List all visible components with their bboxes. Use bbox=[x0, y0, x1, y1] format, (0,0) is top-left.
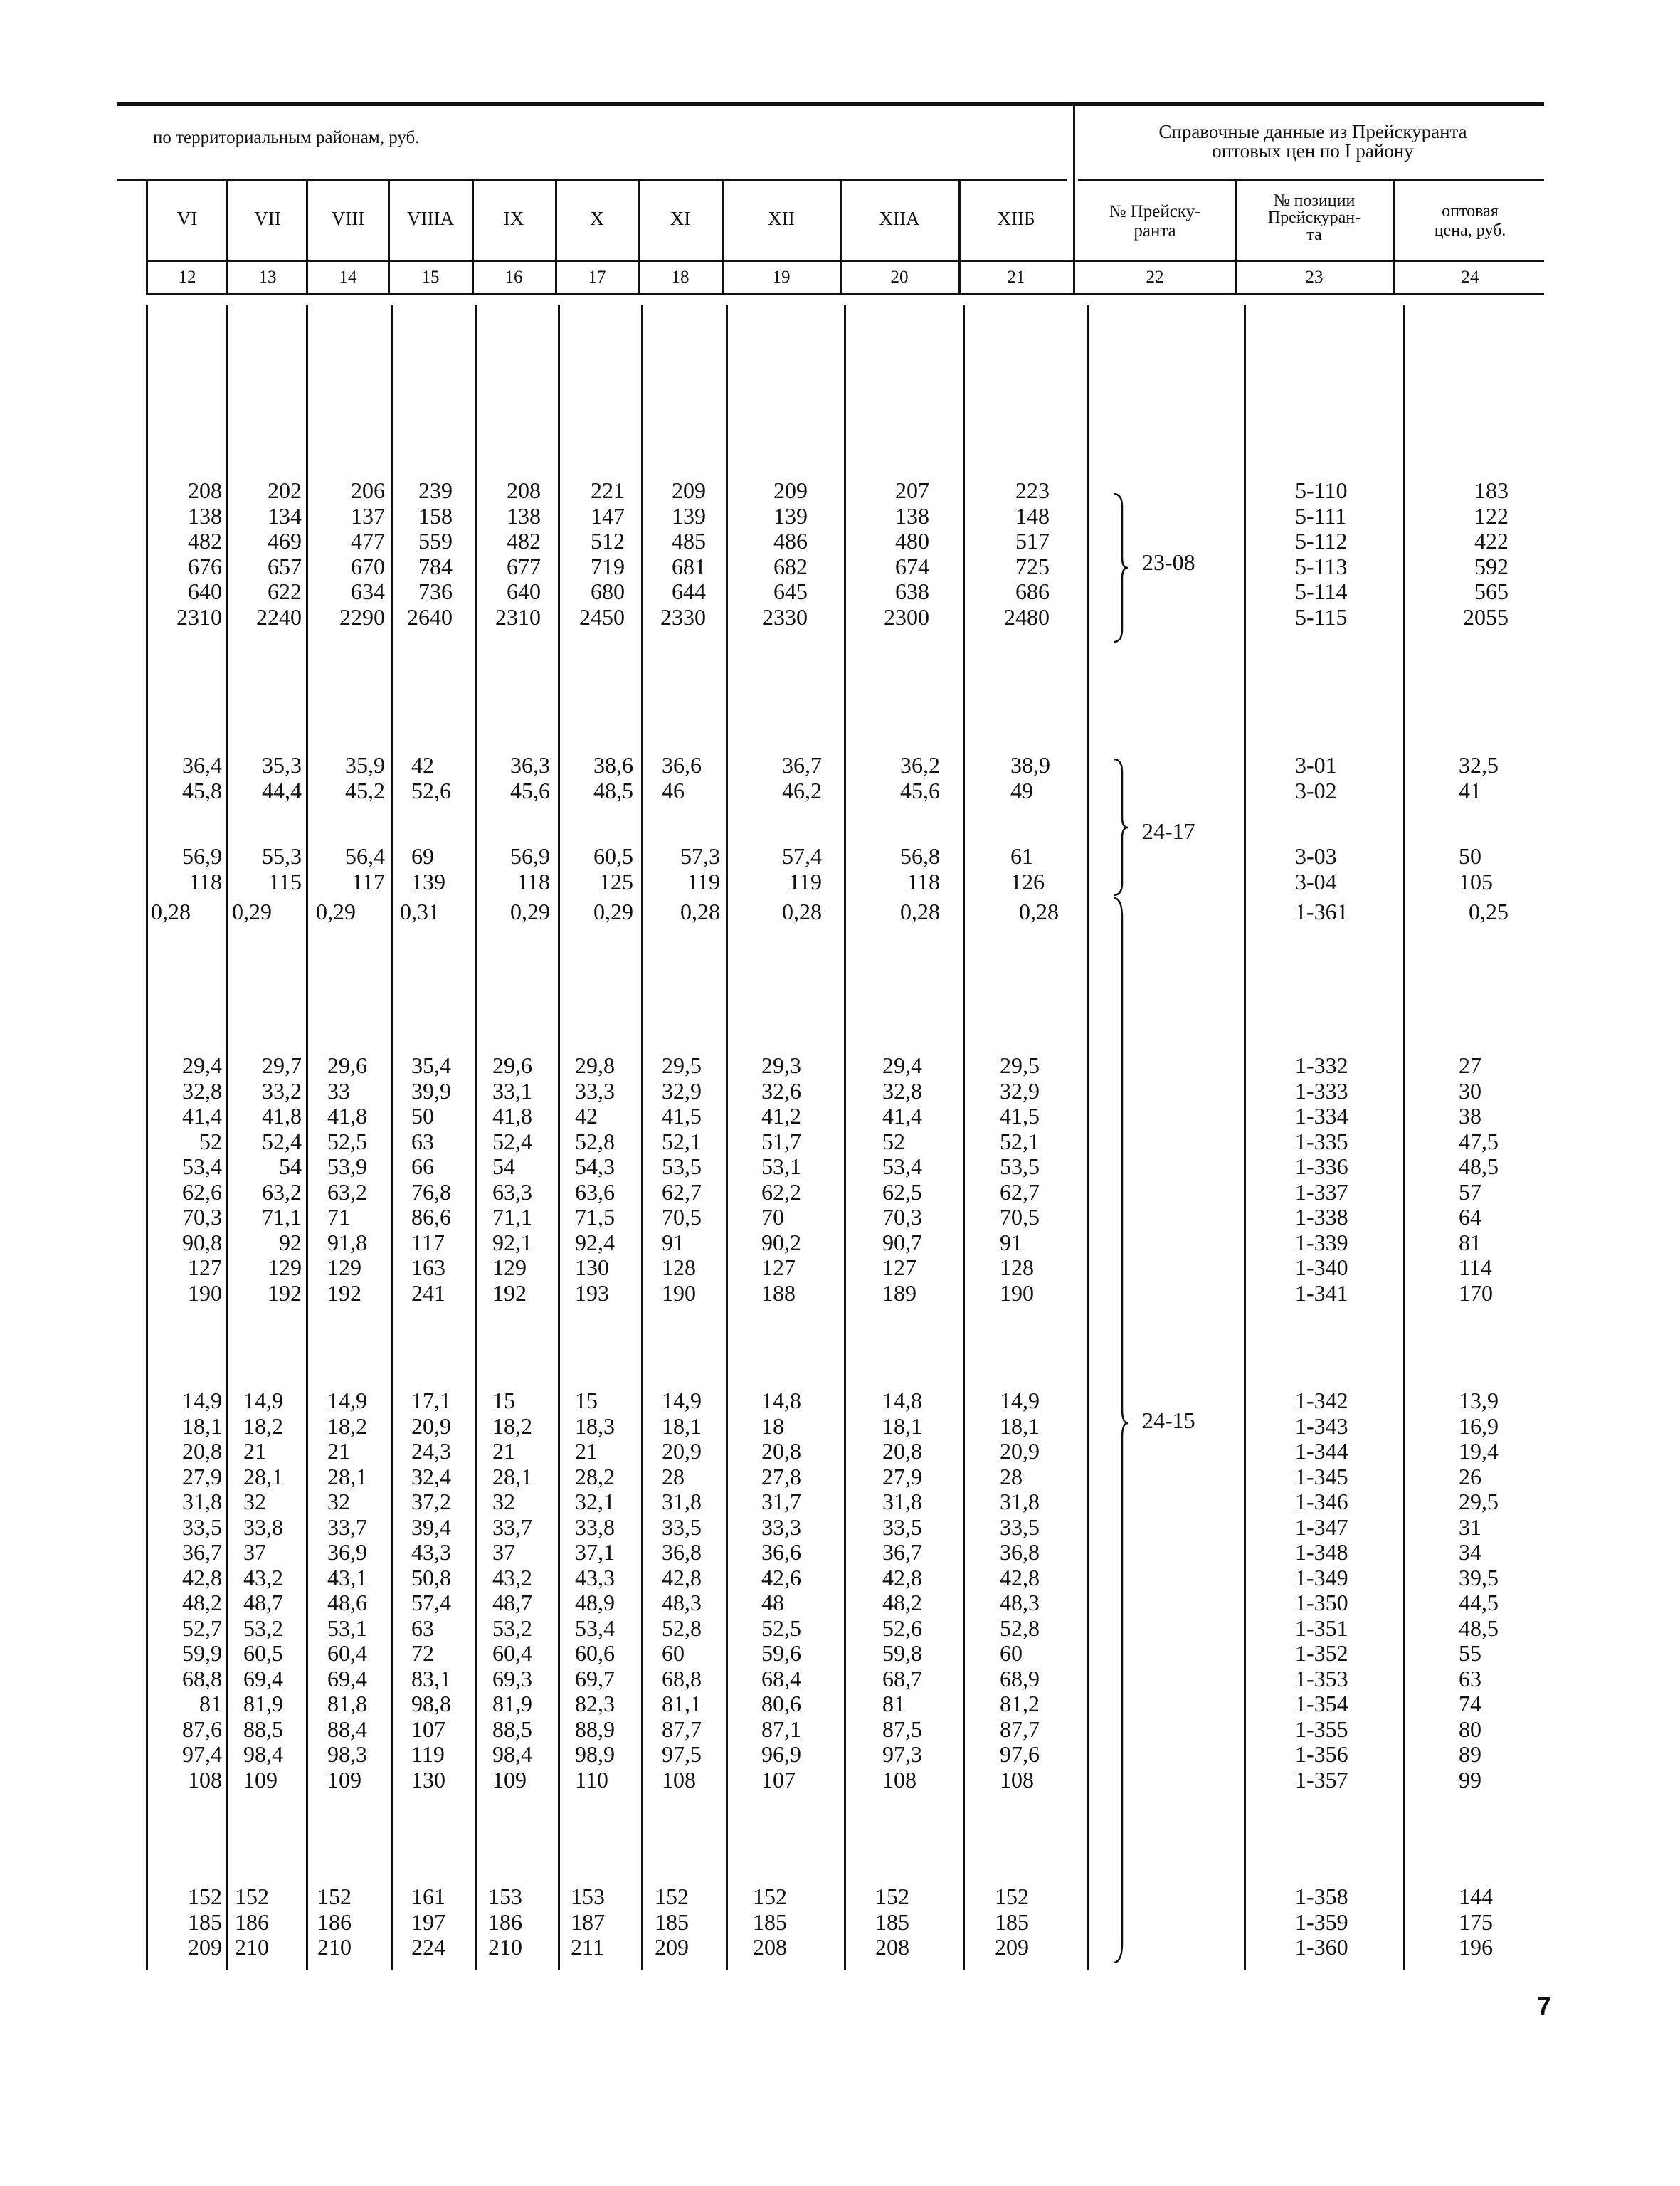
g5-col-VII: 29,7 33,2 41,8 52,4 54 63,2 71,1 92 129 192 bbox=[262, 1052, 302, 1306]
col-number: 21 bbox=[1007, 268, 1025, 287]
g5-positions: 1-332 1-333 1-334 1-335 1-336 1-337 1-338 1-339 1-340 1-341 bbox=[1295, 1052, 1348, 1306]
g2-col-X: 38,6 48,5 bbox=[593, 752, 633, 803]
g5-prices: 27 30 38 47,5 48,5 57 64 81 114 170 bbox=[1459, 1052, 1499, 1306]
g5-col-XIIA: 29,4 32,8 41,4 52 53,4 62,5 70,3 90,7 127 189 bbox=[882, 1052, 922, 1306]
g3-prices: 50 105 bbox=[1459, 843, 1493, 894]
col-number: 17 bbox=[588, 268, 606, 287]
body-vline bbox=[641, 305, 643, 1970]
g1-col-XI: 209 139 485 681 644 2330 bbox=[660, 477, 706, 630]
g7-col-XIIB: 152 185 209 bbox=[995, 1884, 1029, 1960]
g5-col-X: 29,8 33,3 42 52,8 54,3 63,6 71,5 92,4 130 193 bbox=[575, 1052, 615, 1306]
g3-col-XI: 57,3 119 bbox=[680, 843, 720, 894]
col-header-VIIIA: VIIIA bbox=[407, 208, 454, 229]
body-vline bbox=[726, 305, 728, 1970]
g3-col-VIIIA: 69 139 bbox=[411, 843, 445, 894]
g2-col-IX: 36,3 45,6 bbox=[510, 752, 550, 803]
col-header-VI: VI bbox=[176, 208, 198, 229]
g2-prices: 32,5 41 bbox=[1459, 752, 1499, 803]
header-vline bbox=[722, 179, 724, 295]
header-rule bbox=[117, 179, 1067, 181]
g2-col-VIII: 35,9 45,2 bbox=[345, 752, 385, 803]
g1-col-XIIA: 207 138 480 674 638 2300 bbox=[884, 477, 929, 630]
g6-col-XIIB: 14,9 18,1 20,9 28 31,8 33,5 36,8 42,8 48,3 52,8 60 68,9 81,2 87,7 97,6 108 bbox=[1000, 1388, 1040, 1792]
g4-prices: 0,25 bbox=[1469, 899, 1509, 924]
pricelist-24-17: 24-17 bbox=[1142, 818, 1195, 844]
g2-col-XIIA: 36,2 45,6 bbox=[900, 752, 940, 803]
g6-prices: 13,9 16,9 19,4 26 29,5 31 34 39,5 44,5 48,5 55 63 74 80 89 99 bbox=[1459, 1388, 1499, 1792]
header-vline bbox=[1073, 179, 1075, 295]
g4-col-VI: 0,28 bbox=[151, 899, 191, 924]
top-rule bbox=[117, 102, 1544, 106]
g6-col-XII: 14,8 18 20,8 27,8 31,7 33,3 36,6 42,6 48 52,5 59,6 68,4 80,6 87,1 96,9 107 bbox=[761, 1388, 801, 1792]
g1-col-VII: 202 134 469 657 622 2240 bbox=[256, 477, 302, 630]
g7-col-VI: 152 185 209 bbox=[188, 1884, 222, 1960]
g2-col-XI: 36,6 46 bbox=[662, 752, 702, 803]
body-vline bbox=[1403, 305, 1405, 1970]
body-vline bbox=[226, 305, 228, 1970]
g1-col-IX: 208 138 482 677 640 2310 bbox=[495, 477, 541, 630]
g4-positions: 1-361 bbox=[1295, 899, 1348, 924]
col-number: 22 bbox=[1146, 268, 1164, 287]
g6-col-VIII: 14,9 18,2 21 28,1 32 33,7 36,9 43,1 48,6 53,1 60,4 69,4 81,8 88,4 98,3 109 bbox=[327, 1388, 367, 1792]
g1-col-VI: 208 138 482 676 640 2310 bbox=[176, 477, 222, 630]
brace-icon bbox=[1112, 758, 1129, 897]
reference-title-line1: Справочные данные из Прейскуранта bbox=[1158, 121, 1467, 142]
g4-col-VIIIA: 0,31 bbox=[400, 899, 440, 924]
g7-col-VIII: 152 186 210 bbox=[317, 1884, 352, 1960]
col-number: 12 bbox=[178, 268, 196, 287]
col-number: 24 bbox=[1461, 268, 1479, 287]
col-header-VIII: VIII bbox=[331, 208, 365, 229]
g1-col-VIIIA: 239 158 559 784 736 2640 bbox=[407, 477, 453, 630]
g5-col-VI: 29,4 32,8 41,4 52 53,4 62,6 70,3 90,8 127 190 bbox=[182, 1052, 222, 1306]
g6-col-XIIA: 14,8 18,1 20,8 27,9 31,8 33,5 36,7 42,8 48,2 52,6 59,8 68,7 81 87,5 97,3 108 bbox=[882, 1388, 922, 1792]
col-header-XIIA: XIIA bbox=[879, 208, 920, 229]
col-number: 16 bbox=[504, 268, 523, 287]
brace-icon bbox=[1112, 492, 1129, 643]
g3-col-VII: 55,3 115 bbox=[262, 843, 302, 894]
g2-col-VII: 35,3 44,4 bbox=[262, 752, 302, 803]
body-vline bbox=[1244, 305, 1246, 1970]
g7-col-XI: 152 185 209 bbox=[655, 1884, 689, 1960]
brace-icon bbox=[1112, 897, 1129, 1964]
reference-title-line2: оптовых цен по I району bbox=[1212, 140, 1414, 162]
col-header-X: X bbox=[590, 208, 604, 229]
g6-col-IX: 15 18,2 21 28,1 32 33,7 37 43,2 48,7 53,2 60,4 69,3 81,9 88,5 98,4 109 bbox=[492, 1388, 532, 1792]
g4-col-XIIA: 0,28 bbox=[900, 899, 940, 924]
g5-col-XI: 29,5 32,9 41,5 52,1 53,5 62,7 70,5 91 128 190 bbox=[662, 1052, 702, 1306]
col-number: 23 bbox=[1305, 268, 1324, 287]
g3-col-IX: 56,9 118 bbox=[510, 843, 550, 894]
col-number: 19 bbox=[772, 268, 791, 287]
g3-col-X: 60,5 125 bbox=[593, 843, 633, 894]
g7-col-X: 153 187 211 bbox=[571, 1884, 605, 1960]
col-header-XII: XII bbox=[768, 208, 795, 229]
pricelist-24-15: 24-15 bbox=[1142, 1408, 1195, 1433]
g2-col-XII: 36,7 46,2 bbox=[782, 752, 822, 803]
g6-col-XI: 14,9 18,1 20,9 28 31,8 33,5 36,8 42,8 48,3 52,8 60 68,8 81,1 87,7 97,5 108 bbox=[662, 1388, 702, 1792]
col-number: 15 bbox=[421, 268, 440, 287]
col-number: 14 bbox=[339, 268, 357, 287]
g1-prices: 183 122 422 592 565 2055 bbox=[1463, 477, 1509, 630]
col-header-IX: IX bbox=[503, 208, 524, 229]
g3-col-XII: 57,4 119 bbox=[782, 843, 822, 894]
g6-col-VI: 14,9 18,1 20,8 27,9 31,8 33,5 36,7 42,8 48,2 52,7 59,9 68,8 81 87,6 97,4 108 bbox=[182, 1388, 222, 1792]
g6-col-X: 15 18,3 21 28,2 32,1 33,8 37,1 43,3 48,9 53,4 60,6 69,7 82,3 88,9 98,9 110 bbox=[575, 1388, 615, 1792]
col-header-position: № позиции Прейскуран- та bbox=[1267, 191, 1361, 244]
colnum-rule bbox=[146, 293, 1544, 295]
header-vline bbox=[1393, 179, 1395, 295]
g2-col-VI: 36,4 45,8 bbox=[182, 752, 222, 803]
g1-col-XIIB: 223 148 517 725 686 2480 bbox=[1004, 477, 1050, 630]
g7-positions: 1-358 1-359 1-360 bbox=[1295, 1884, 1348, 1960]
g1-col-X: 221 147 512 719 680 2450 bbox=[579, 477, 625, 630]
g5-col-VIII: 29,6 33 41,8 52,5 53,9 63,2 71 91,8 129 192 bbox=[327, 1052, 367, 1306]
g1-col-VIII: 206 137 477 670 634 2290 bbox=[339, 477, 385, 630]
g5-col-XII: 29,3 32,6 41,2 51,7 53,1 62,2 70 90,2 127 188 bbox=[761, 1052, 801, 1306]
header-vline bbox=[472, 179, 474, 295]
g4-col-XIIB: 0,28 bbox=[1019, 899, 1059, 924]
g3-col-XIIA: 56,8 118 bbox=[900, 843, 940, 894]
header-vline bbox=[958, 179, 961, 295]
pricelist-23-08: 23-08 bbox=[1142, 549, 1195, 575]
g4-col-XI: 0,28 bbox=[680, 899, 720, 924]
col-number: 20 bbox=[890, 268, 909, 287]
header-divider bbox=[1073, 105, 1075, 182]
header-vline bbox=[555, 179, 557, 295]
g5-col-VIIIA: 35,4 39,9 50 63 66 76,8 86,6 117 163 241 bbox=[411, 1052, 451, 1306]
g5-col-XIIB: 29,5 32,9 41,5 52,1 53,5 62,7 70,5 91 128 190 bbox=[1000, 1052, 1040, 1306]
colhead-rule bbox=[146, 260, 1544, 262]
g3-col-XIIB: 61 126 bbox=[1010, 843, 1045, 894]
g3-col-VIII: 56,4 117 bbox=[345, 843, 385, 894]
header-vline bbox=[388, 179, 390, 295]
col-header-VII: VII bbox=[254, 208, 281, 229]
g6-col-VII: 14,9 18,2 21 28,1 32 33,8 37 43,2 48,7 53,2 60,5 69,4 81,9 88,5 98,4 109 bbox=[243, 1388, 283, 1792]
g2-positions: 3-01 3-02 bbox=[1295, 752, 1337, 803]
header-vline bbox=[638, 179, 640, 295]
col-header-XIIB: XIIБ bbox=[997, 208, 1035, 229]
g4-col-XII: 0,28 bbox=[782, 899, 822, 924]
col-header-pricelist: № Прейску- ранта bbox=[1109, 202, 1201, 241]
g4-col-X: 0,29 bbox=[593, 899, 633, 924]
g2-col-XIIB: 38,9 49 bbox=[1010, 752, 1050, 803]
g1-col-XII: 209 139 486 682 645 2330 bbox=[762, 477, 808, 630]
g7-col-VIIIA: 161 197 224 bbox=[411, 1884, 445, 1960]
col-header-wholesale-price: оптовая цена, руб. bbox=[1434, 202, 1506, 240]
body-vline bbox=[844, 305, 846, 1970]
header-vline bbox=[840, 179, 842, 295]
col-header-XI: XI bbox=[670, 208, 691, 229]
g7-col-IX: 153 186 210 bbox=[488, 1884, 522, 1960]
g7-prices: 144 175 196 bbox=[1459, 1884, 1493, 1960]
body-vline bbox=[146, 305, 148, 1970]
body-vline bbox=[963, 305, 965, 1970]
g3-positions: 3-03 3-04 bbox=[1295, 843, 1337, 894]
page-number: 7 bbox=[1537, 1991, 1552, 2020]
body-vline bbox=[558, 305, 560, 1970]
g5-col-IX: 29,6 33,1 41,8 52,4 54 63,3 71,1 92,1 129 192 bbox=[492, 1052, 532, 1306]
col-number: 18 bbox=[671, 268, 690, 287]
g7-col-XII: 152 185 208 bbox=[753, 1884, 787, 1960]
g4-col-VII: 0,29 bbox=[232, 899, 272, 924]
g1-positions: 5-110 5-111 5-112 5-113 5-114 5-115 bbox=[1295, 477, 1348, 630]
g6-positions: 1-342 1-343 1-344 1-345 1-346 1-347 1-348 1-349 1-350 1-351 1-352 1-353 1-354 1-355 1-356 1-357 bbox=[1295, 1388, 1348, 1792]
g4-col-IX: 0,29 bbox=[510, 899, 550, 924]
g4-col-VIII: 0,29 bbox=[316, 899, 356, 924]
regions-title: по территориальным районам, руб. bbox=[153, 128, 420, 147]
g2-col-VIIIA: 42 52,6 bbox=[411, 752, 451, 803]
col-number: 13 bbox=[258, 268, 277, 287]
g7-col-VII: 152 186 210 bbox=[235, 1884, 269, 1960]
header-rule-right bbox=[1078, 179, 1544, 181]
g7-col-XIIA: 152 185 208 bbox=[875, 1884, 909, 1960]
g3-col-VI: 56,9 118 bbox=[182, 843, 222, 894]
g6-col-VIIIA: 17,1 20,9 24,3 32,4 37,2 39,4 43,3 50,8 57,4 63 72 83,1 98,8 107 119 130 bbox=[411, 1388, 451, 1792]
body-vline bbox=[1087, 305, 1089, 1970]
